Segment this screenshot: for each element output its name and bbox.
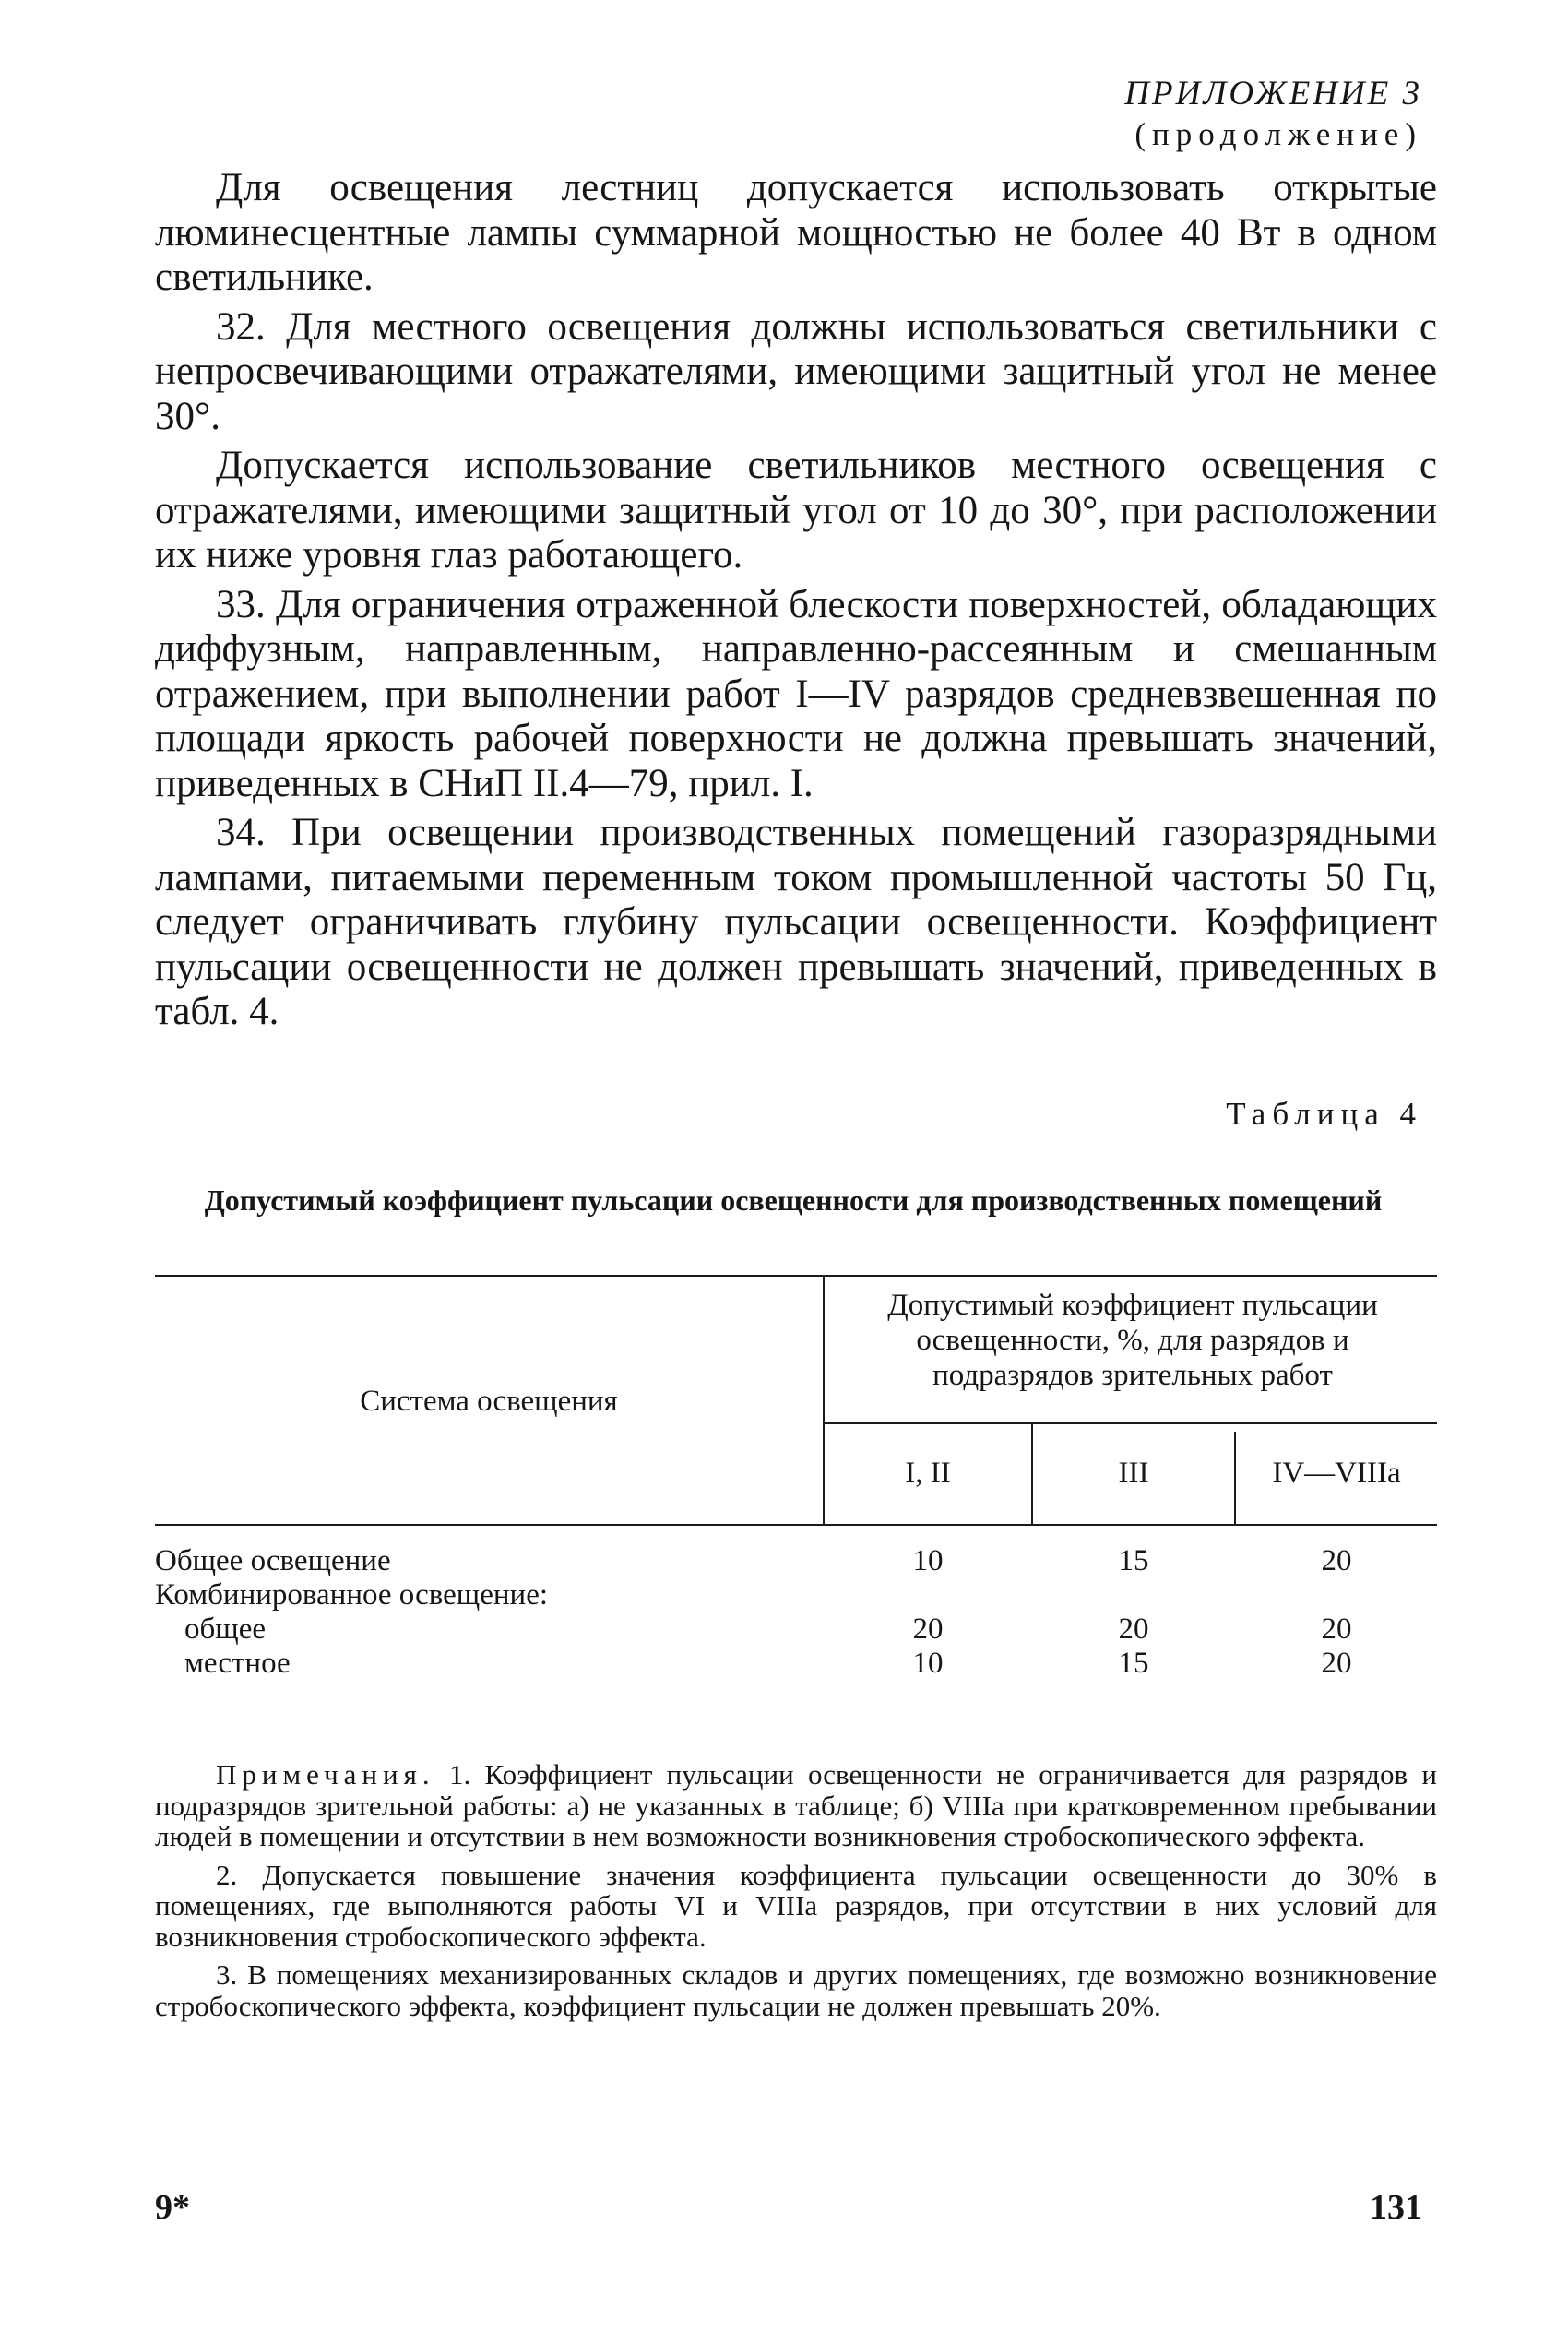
- row-value-col1: 10: [912, 1544, 944, 1577]
- row-value-col2: 15: [1118, 1647, 1149, 1680]
- table-title: Допустимый коэффициент пульсации освещенности для производственных помещений: [204, 1184, 1383, 1217]
- table-header-col2: III: [1118, 1457, 1149, 1490]
- pulsation-table: [155, 1275, 1437, 1828]
- row-value-col1: 10: [912, 1647, 944, 1680]
- row-value-col3: 20: [1321, 1647, 1352, 1680]
- note-1-text: 1. Коэффициент пульсации освещенности не ограничивается для разрядов и подразрядов зрительной работы: а) не указанных в таблице; б) VIIIа при кратковременном пребывании людей в помещении и отсутствии в нем возможности возникновения стробоскопического эффекта.: [155, 1758, 1438, 1852]
- table-header-bottom-rule: [155, 1524, 1437, 1526]
- table-header-col1: I, II: [905, 1457, 951, 1490]
- signature-mark: 9*: [155, 2188, 190, 2227]
- note-1: [155, 1759, 1437, 1852]
- body-text: [155, 166, 1437, 1040]
- note-3: 3. В помещениях механизированных складов и других помещениях, где возможно возникновение стробоскопического эффекта, коэффициент пульсации не должен превышать 20%.: [155, 1958, 1437, 2022]
- table-group-rule: [825, 1422, 1437, 1424]
- row-value-col1: 20: [912, 1612, 944, 1646]
- row-value-col2: 15: [1118, 1544, 1149, 1577]
- paragraph-32: 32. Для местного освещения должны использоваться светильники с непросвечивающими отражателями, имеющими защитный угол не менее 30°.: [155, 304, 1437, 438]
- paragraph-32-allowance: Допускается использование светильников местного освещения с отражателями, имеющими защитный угол от 10 до 30°, при расположении их ниже уровня глаз работающего.: [155, 444, 1437, 577]
- row-value-col3: 20: [1321, 1544, 1352, 1577]
- appendix-continuation: (продолжение): [1134, 116, 1422, 152]
- paragraph-33: 33. Для ограничения отраженной блескости поверхностей, обладающих диффузным, направленным, направленно-рассеянным и смешанным отражением, при выполнении работ I—IV разрядов средневзвешенная по площади яркость рабочей поверхности не должна превышать значений, приведенных в СНиП II.4—79, прил. I.: [155, 582, 1437, 805]
- page-number: 131: [1370, 2188, 1422, 2227]
- note-2: 2. Допускается повышение значения коэффициента пульсации освещенности до 30% в помещениях, где выполняются работы VI и VIIIа разрядов, при отсутствии в них условий для возникновения стробоскопического эффекта.: [155, 1858, 1437, 1953]
- table-row: [155, 1612, 1437, 1647]
- table-header-group: Допустимый коэффициент пульсации освещенности, %, для разрядов и подразрядов зрительных работ: [887, 1289, 1378, 1392]
- table-header-col3: IV—VIIIа: [1272, 1457, 1401, 1490]
- row-value-col3: 20: [1321, 1612, 1352, 1646]
- table-body: [155, 1544, 1437, 1681]
- table-row: [155, 1647, 1437, 1681]
- table-header-system: Система освещения: [360, 1385, 618, 1418]
- row-name: Комбинированное освещение:: [155, 1578, 549, 1612]
- row-name: общее: [184, 1612, 266, 1646]
- row-name: Общее освещение: [155, 1544, 391, 1577]
- row-name: местное: [184, 1647, 291, 1680]
- appendix-title: ПРИЛОЖЕНИЕ 3: [1124, 75, 1422, 113]
- row-value-col2: 20: [1118, 1612, 1149, 1646]
- table-row: [155, 1578, 1437, 1612]
- notes-heading: Примечания.: [216, 1758, 435, 1791]
- table-row: [155, 1544, 1437, 1578]
- appendix-header: [1124, 74, 1422, 155]
- paragraph-stairs-lighting: Для освещения лестниц допускается использовать открытые люминесцентные лампы суммарной мощностью не более 40 Вт в одном светильнике.: [155, 166, 1437, 299]
- paragraph-34: 34. При освещении производственных помещений газоразрядными лампами, питаемыми переменным током промышленной частоты 50 Гц, следует ограничивать глубину пульсации освещенности. Коэффициент пульсации освещенности не должен превышать значений, приведенных в табл. 4.: [155, 811, 1437, 1033]
- table-label: Таблица 4: [1226, 1096, 1422, 1132]
- table-top-rule: [155, 1275, 1437, 1277]
- table-notes: [155, 1759, 1437, 2029]
